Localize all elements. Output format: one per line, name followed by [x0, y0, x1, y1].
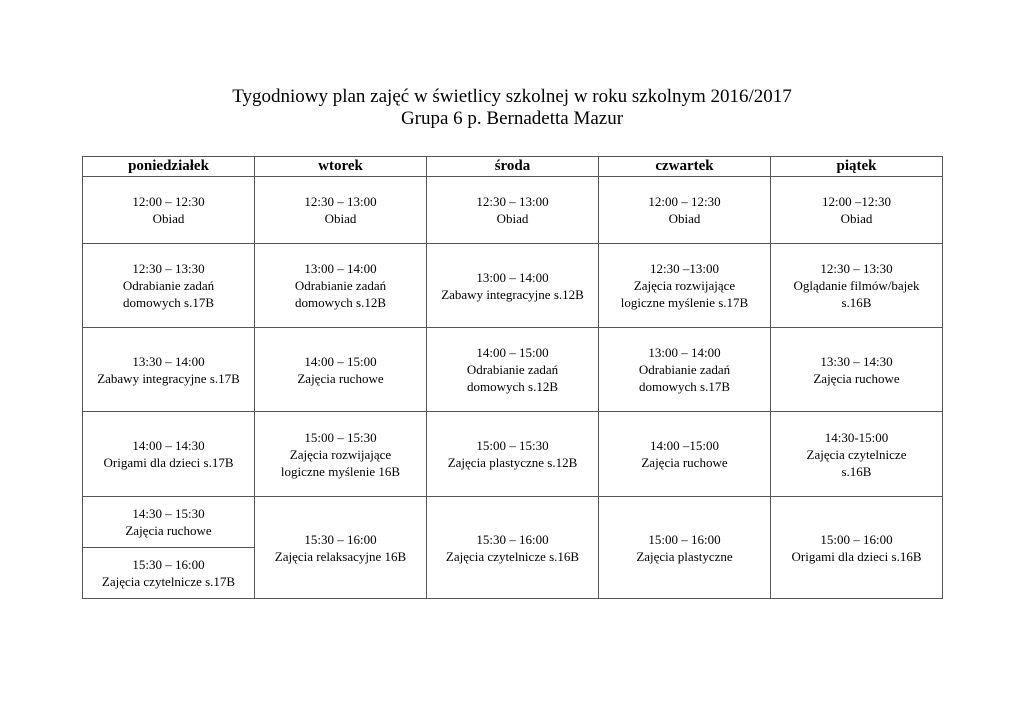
cell-time: 12:30 –13:00 [650, 261, 719, 276]
table-cell [599, 412, 771, 497]
table-cell [255, 177, 427, 244]
cell-activity: Zajęcia ruchowe [813, 370, 900, 386]
table-row [83, 328, 943, 412]
cell-activity: Obiad [324, 211, 357, 226]
table-cell [83, 412, 255, 497]
cell-time: 15:30 – 16:00 [304, 531, 377, 547]
table-cell [255, 497, 427, 599]
table-cell [83, 328, 255, 412]
cell-time: 12:30 – 13:00 [304, 194, 377, 209]
header-row [83, 157, 943, 177]
document-subtitle: Grupa 6 p. Bernadetta Mazur [400, 108, 624, 129]
document-title: Tygodniowy plan zajęć w świetlicy szkolnej w roku szkolnym 2016/2017 [232, 86, 792, 107]
table-cell [771, 244, 943, 328]
document-header [0, 86, 1024, 130]
table-cell [771, 497, 943, 599]
cell-time: 15:00 – 16:00 [648, 531, 721, 547]
table-row [83, 177, 943, 244]
header-thursday: czwartek [599, 157, 771, 177]
header-tuesday: wtorek [255, 157, 427, 177]
cell-time: 12:30 – 13:30 [820, 261, 893, 276]
cell-time: 14:30 – 15:30 [132, 506, 205, 521]
cell-activity: Zajęcia rozwijające [289, 446, 392, 462]
table-cell [427, 412, 599, 497]
cell-time: 15:30 – 16:00 [132, 557, 205, 572]
cell-time: 12:30 – 13:30 [132, 261, 205, 276]
table-row [83, 497, 943, 548]
cell-activity-cont: domowych s.12B [467, 379, 558, 394]
table-cell [599, 497, 771, 599]
cell-activity: Zajęcia czytelnicze s.16B [445, 548, 580, 564]
cell-activity: Zajęcia ruchowe [297, 370, 384, 386]
cell-activity: Origami dla dzieci s.17B [103, 455, 234, 470]
table-cell [771, 412, 943, 497]
header-wednesday: środa [427, 157, 599, 177]
table-cell [599, 328, 771, 412]
cell-activity: Obiad [152, 211, 185, 226]
cell-activity: Obiad [840, 211, 873, 226]
table-cell [83, 497, 255, 548]
cell-activity: Zajęcia relaksacyjne 16B [274, 548, 407, 564]
cell-activity-cont: domowych s.17B [639, 379, 730, 394]
table-row [83, 412, 943, 497]
cell-activity-cont: logiczne myślenie 16B [280, 463, 401, 479]
cell-activity: Zajęcia ruchowe [125, 523, 212, 538]
cell-activity: Zajęcia plastyczne s.12B [447, 455, 578, 470]
cell-time: 14:30-15:00 [824, 429, 889, 445]
table-cell [599, 244, 771, 328]
cell-time: 13:30 – 14:00 [132, 353, 205, 369]
cell-activity: Odrabianie zadań [638, 362, 731, 377]
cell-activity: Zabawy integracyjne s.17B [97, 370, 240, 386]
cell-activity-cont: domowych s.17B [123, 295, 214, 310]
cell-activity: Obiad [668, 211, 701, 226]
cell-time: 14:00 –15:00 [650, 438, 719, 453]
cell-time: 14:00 – 15:00 [476, 345, 549, 360]
cell-activity: Odrabianie zadań [466, 362, 559, 377]
cell-time: 15:00 – 15:30 [304, 429, 377, 445]
table-cell [255, 412, 427, 497]
cell-time: 13:00 – 14:00 [476, 269, 549, 285]
cell-time: 14:00 – 15:00 [304, 353, 377, 369]
cell-time: 12:00 –12:30 [822, 194, 891, 209]
cell-activity: Zajęcia plastyczne [636, 548, 733, 564]
cell-activity-cont: logiczne myślenie s.17B [620, 295, 749, 310]
cell-activity-cont: s.16B [841, 295, 872, 310]
cell-time: 13:00 – 14:00 [304, 261, 377, 276]
table-cell [427, 328, 599, 412]
table-cell [427, 244, 599, 328]
header-monday: poniedziałek [83, 157, 255, 177]
cell-time: 12:00 – 12:30 [132, 194, 205, 209]
cell-time: 13:30 – 14:30 [820, 353, 893, 369]
table-row [83, 244, 943, 328]
table-cell [771, 328, 943, 412]
cell-activity: Obiad [496, 211, 529, 226]
cell-time: 15:30 – 16:00 [476, 531, 549, 547]
cell-activity: Zajęcia czytelnicze s.17B [101, 574, 236, 589]
table-cell [255, 244, 427, 328]
cell-activity: Zabawy integracyjne s.12B [441, 286, 584, 302]
cell-activity: Zajęcia czytelnicze [806, 446, 907, 462]
cell-activity: Zajęcia ruchowe [641, 455, 728, 470]
cell-activity: Origami dla dzieci s.16B [791, 548, 922, 564]
cell-activity-cont: s.16B [841, 463, 872, 479]
cell-activity: Zajęcia rozwijające [633, 278, 736, 293]
cell-time: 15:00 – 15:30 [476, 438, 549, 453]
cell-time: 15:00 – 16:00 [820, 531, 893, 547]
cell-activity: Odrabianie zadań [294, 278, 387, 293]
table-cell [771, 177, 943, 244]
cell-time: 13:00 – 14:00 [648, 345, 721, 360]
cell-activity-cont: domowych s.12B [295, 295, 386, 310]
cell-activity: Odrabianie zadań [122, 278, 215, 293]
table-cell [83, 244, 255, 328]
table-cell [427, 177, 599, 244]
table-cell [599, 177, 771, 244]
header-friday: piątek [771, 157, 943, 177]
table-cell [83, 548, 255, 599]
table-cell [83, 177, 255, 244]
cell-time: 12:00 – 12:30 [648, 194, 721, 209]
schedule-table [82, 156, 943, 599]
cell-activity: Oglądanie filmów/bajek [793, 278, 920, 293]
cell-time: 12:30 – 13:00 [476, 194, 549, 209]
table-cell [255, 328, 427, 412]
cell-time: 14:00 – 14:30 [132, 438, 205, 453]
table-cell [427, 497, 599, 599]
